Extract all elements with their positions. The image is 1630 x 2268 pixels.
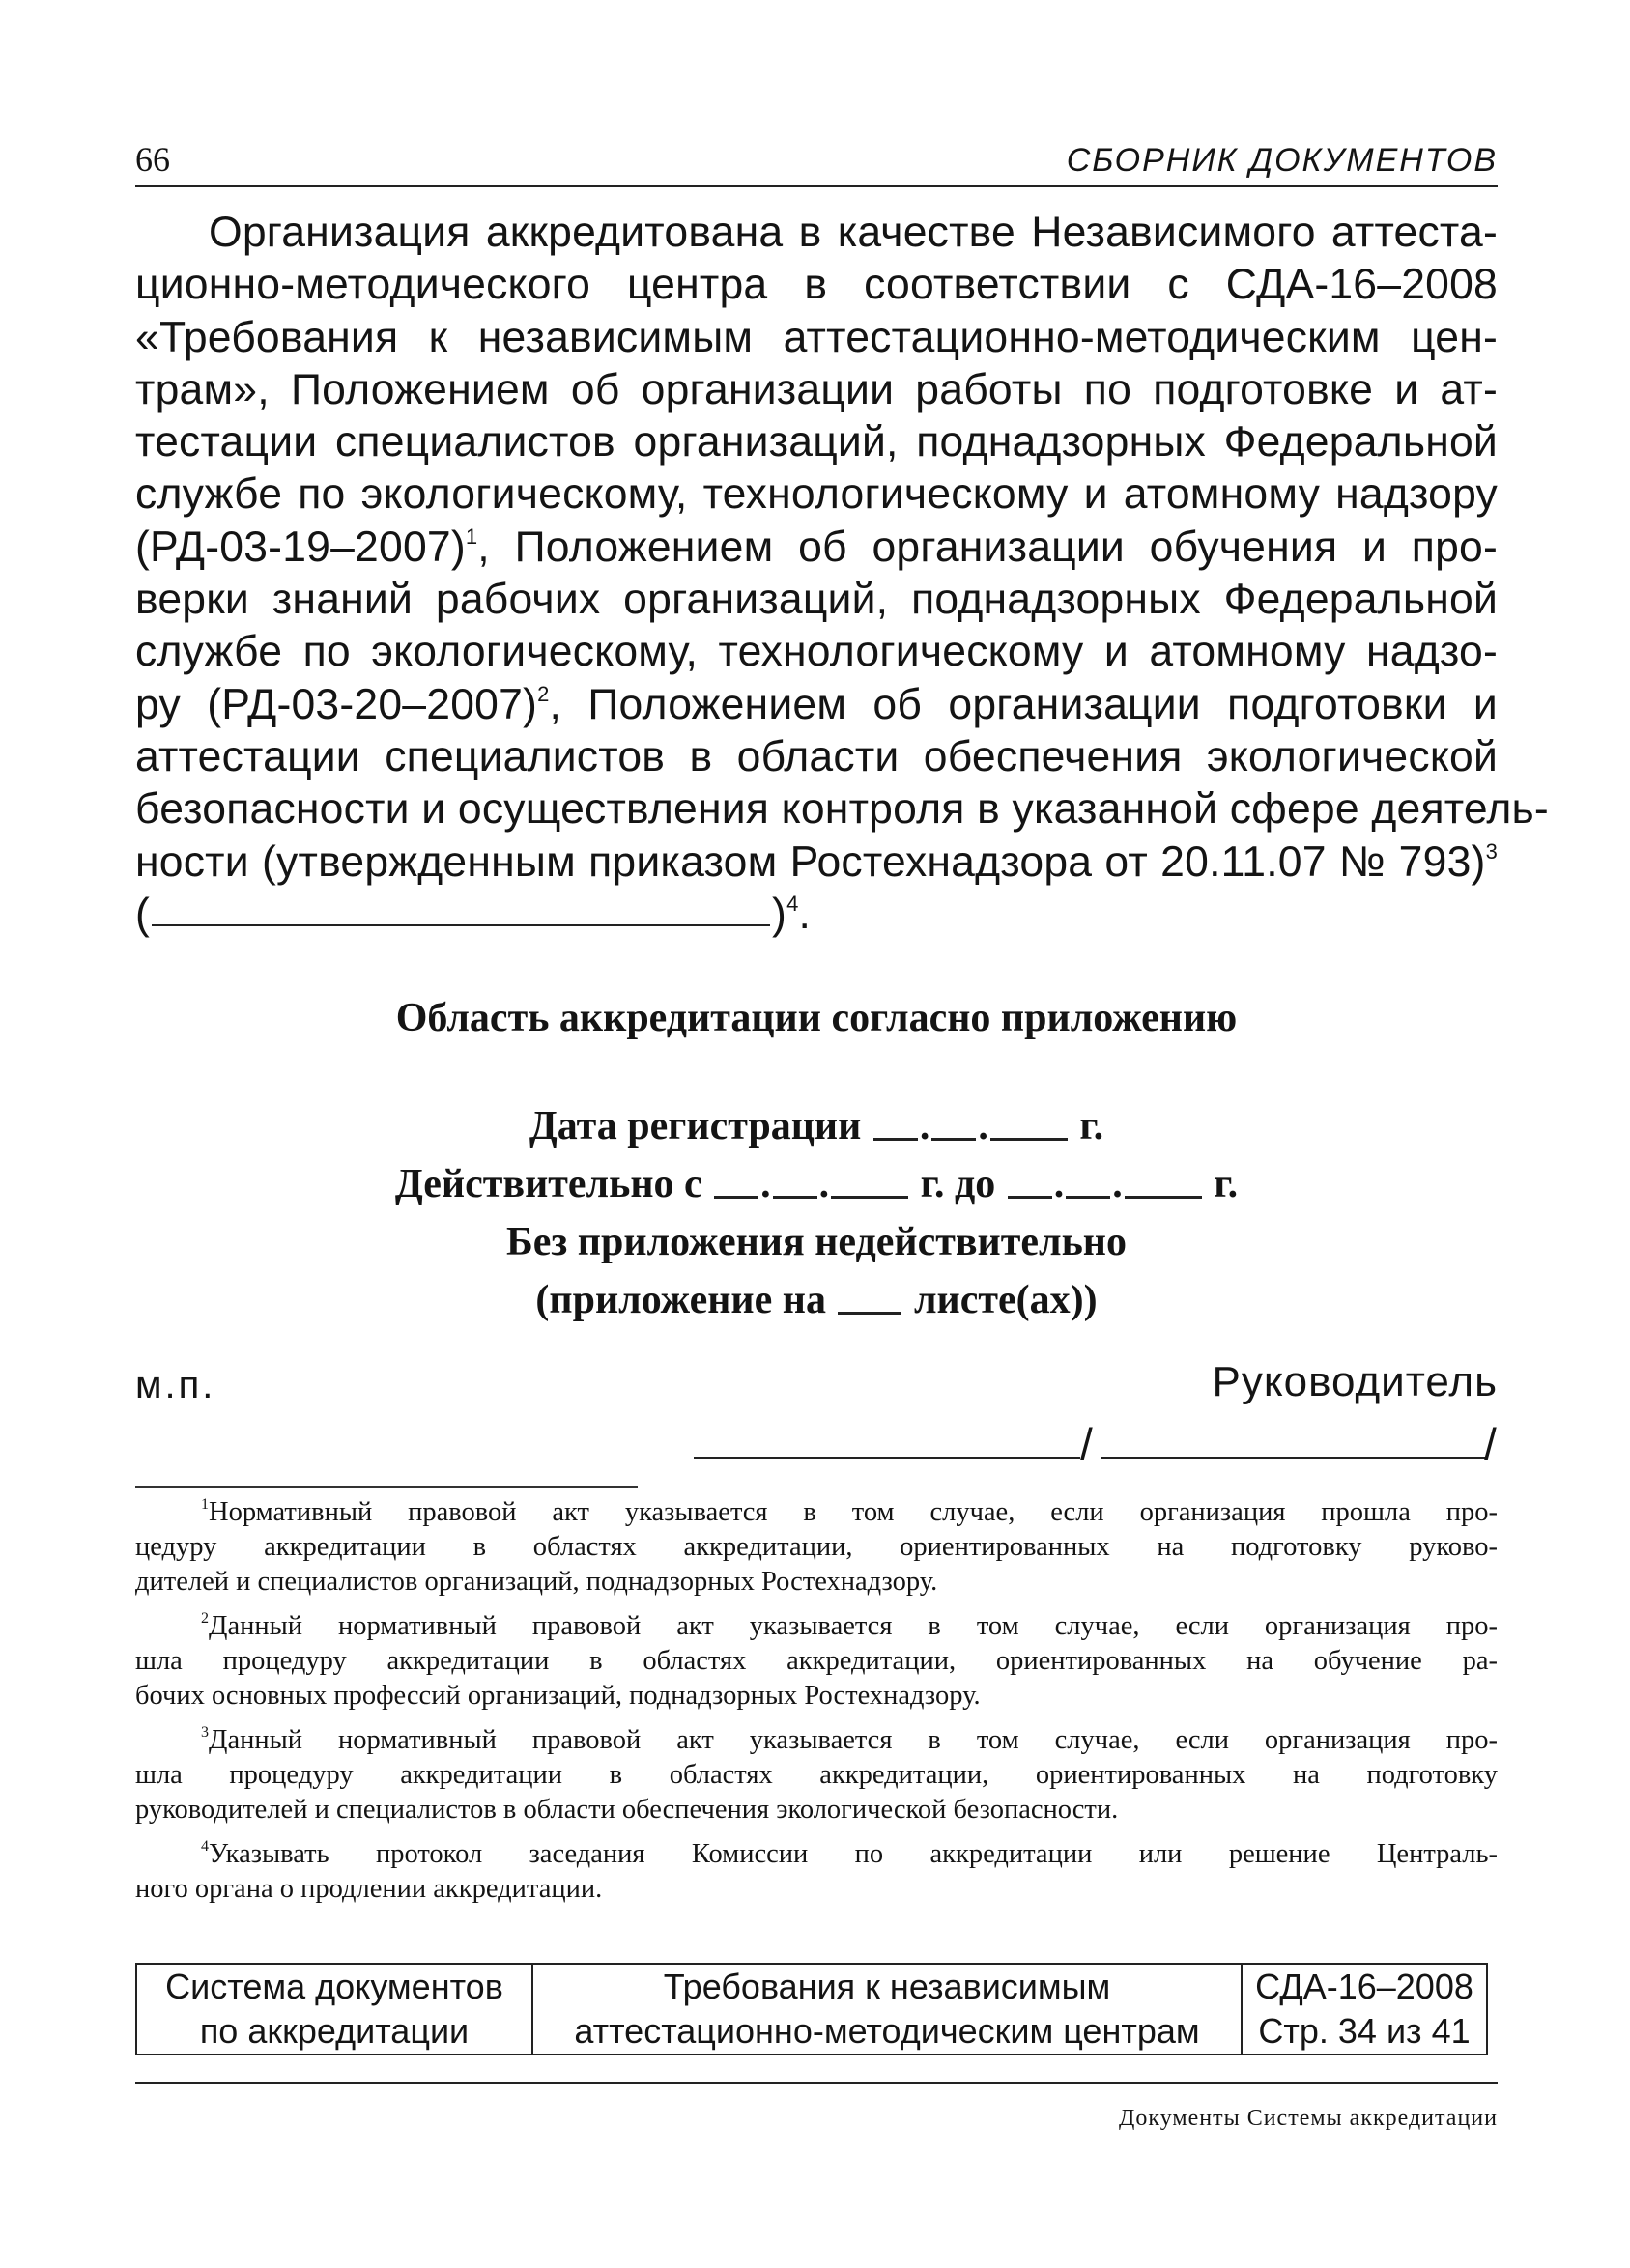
body-text-fragment: (РД-03-19–2007) xyxy=(135,523,466,571)
cell-line: Стр. 34 из 41 xyxy=(1258,2011,1471,2051)
footnote-3-line: шла процедуру аккредитации в областях аккредитации, ориентированных на подготовку xyxy=(135,1760,1498,1790)
footnote-text: Данный нормативный правовой акт указывается в том случае, если организация про- xyxy=(209,1725,1498,1755)
appendix-line xyxy=(135,1271,1498,1329)
footnote-4-line xyxy=(135,1837,1498,1872)
month-blank[interactable] xyxy=(931,1105,976,1141)
validity-suffix: г. xyxy=(1214,1162,1239,1206)
year-suffix: г. xyxy=(1079,1104,1104,1148)
footnote-ref-1: 1 xyxy=(465,524,478,549)
footnote-mark: 3 xyxy=(201,1724,209,1741)
validity-mid: г. до xyxy=(920,1162,996,1206)
body-line xyxy=(135,522,1498,574)
invalid-without-appendix: Без приложения недействительно xyxy=(506,1220,1127,1264)
blank-field-line xyxy=(135,889,1498,941)
cell-line: Система документов xyxy=(165,1967,503,2006)
cell-line: Требования к независимым xyxy=(663,1967,1111,2006)
stamp-label: м.п. xyxy=(135,1364,216,1406)
footnote-ref-3: 3 xyxy=(1485,838,1498,864)
from-year-blank[interactable] xyxy=(831,1163,908,1199)
footnote-text: Нормативный правовой акт указывается в том случае, если организация прошла про- xyxy=(209,1497,1498,1527)
body-text-fragment: ру (РД-03-20–2007) xyxy=(135,680,538,728)
body-line: безопасности и осуществления контроля в указанной сфере деятель- xyxy=(135,785,1549,834)
registration-date-line: Дата регистрации . . г. xyxy=(529,1104,1104,1148)
body-line: ционно-методического центра в соответствии с СДА-16–2008 xyxy=(135,261,1498,309)
accreditation-area-heading xyxy=(135,989,1498,1047)
footer-text: Документы Системы аккредитации xyxy=(1119,2106,1498,2131)
validity-line: Действительно с . . г. до . . г. xyxy=(394,1162,1239,1206)
day-blank[interactable] xyxy=(873,1105,918,1141)
footnote-text: Указывать протокол заседания Комиссии по аккредитации или решение Централь- xyxy=(209,1839,1498,1869)
to-month-blank[interactable] xyxy=(1066,1163,1110,1199)
footnote-mark: 4 xyxy=(201,1838,209,1855)
footnote-1-line: цедуру аккредитации в областях аккредитации, ориентированных на подготовку руково- xyxy=(135,1532,1498,1562)
body-line: трам», Положением об организации работы по подготовке и ат- xyxy=(135,365,1498,413)
table-cell-system xyxy=(136,1964,532,2055)
footnote-mark: 2 xyxy=(201,1610,209,1627)
period: . xyxy=(798,890,812,938)
footnote-ref-4: 4 xyxy=(786,891,799,916)
table-row xyxy=(136,1964,1487,2055)
footnote-2-line xyxy=(135,1609,1498,1644)
from-month-blank[interactable] xyxy=(773,1163,817,1199)
page-number: 66 xyxy=(135,140,170,179)
footnote-text: Данный нормативный правовой акт указывается в том случае, если организация про- xyxy=(209,1611,1498,1641)
body-line xyxy=(135,836,1498,889)
from-day-blank[interactable] xyxy=(714,1163,758,1199)
footnote-1-line xyxy=(135,1495,1498,1530)
running-head xyxy=(135,135,1498,187)
blank-field[interactable] xyxy=(152,924,770,926)
body-line xyxy=(135,679,1498,731)
document-id-table xyxy=(135,1963,1488,2055)
footnote-3-line: руководителей и специалистов в области обеспечения экологической безопасности. xyxy=(135,1795,1119,1825)
year-blank[interactable] xyxy=(990,1105,1068,1141)
footer-rule xyxy=(135,2082,1498,2084)
dates-block xyxy=(135,1097,1498,1271)
sheets-blank[interactable] xyxy=(838,1279,901,1315)
signature-line[interactable] xyxy=(694,1457,1080,1459)
registration-label: Дата регистрации xyxy=(529,1104,862,1148)
collection-title: СБОРНИК ДОКУМЕНТОВ xyxy=(1066,142,1498,179)
appendix-suffix: листе(ах)) xyxy=(913,1278,1098,1322)
table-cell-code xyxy=(1242,1964,1487,2055)
body-text-fragment: , Положением об организации обучения и про- xyxy=(477,523,1498,571)
body-line: аттестации специалистов в области обеспечения экологической xyxy=(135,732,1498,780)
name-line[interactable] xyxy=(1101,1457,1486,1459)
footnote-mark: 1 xyxy=(201,1496,209,1513)
cell-line: по аккредитации xyxy=(199,2011,470,2051)
appendix-prefix: (приложение на xyxy=(535,1278,826,1322)
table-cell-title xyxy=(532,1964,1242,2055)
validity-label: Действительно с xyxy=(394,1162,702,1206)
signature-end-divider: / xyxy=(1484,1419,1497,1469)
body-text-fragment: ности (утвержденным приказом Ростехнадзора от 20.11.07 № 793) xyxy=(135,837,1486,886)
signatory-title: Руководитель xyxy=(1212,1358,1498,1405)
accreditation-area-text: Область аккредитации согласно приложению xyxy=(395,996,1238,1040)
body-line: службе по экологическому, технологическому и атомному надзо- xyxy=(135,628,1498,676)
main-paragraph xyxy=(135,207,1549,941)
body-line: тестации специалистов организаций, поднадзорных Федеральной xyxy=(135,418,1498,467)
footnote-1-line: дителей и специалистов организаций, поднадзорных Ростехнадзору. xyxy=(135,1567,938,1597)
to-day-blank[interactable] xyxy=(1008,1163,1052,1199)
footnotes xyxy=(135,1495,1498,1907)
body-line: службе по экологическому, технологическому и атомному надзору xyxy=(135,470,1498,519)
footnote-3-line xyxy=(135,1723,1498,1758)
to-year-blank[interactable] xyxy=(1125,1163,1202,1199)
footnote-2-line: бочих основных профессий организаций, поднадзорных Ростехнадзору. xyxy=(135,1681,981,1711)
paren-close: ) xyxy=(772,890,787,938)
cell-line: аттестационно-методическим центрам xyxy=(574,2011,1200,2051)
footnote-ref-2: 2 xyxy=(537,681,550,706)
footnote-4-line: ного органа о продлении аккредитации. xyxy=(135,1874,603,1904)
footnote-2-line: шла процедуру аккредитации в областях аккредитации, ориентированных на обучение ра- xyxy=(135,1646,1498,1676)
cell-line: СДА-16–2008 xyxy=(1255,1967,1473,2006)
body-text-fragment: , Положением об организации подготовки и xyxy=(549,680,1498,728)
body-line: верки знаний рабочих организаций, поднадзорных Федеральной xyxy=(135,576,1498,624)
body-line: «Требования к независимым аттестационно-методическим цен- xyxy=(135,313,1498,361)
body-line: Организация аккредитована в качестве Независимого аттеста- xyxy=(209,209,1498,256)
signature-divider: / xyxy=(1080,1419,1093,1469)
paren-open: ( xyxy=(135,890,151,938)
footnote-rule xyxy=(135,1486,638,1488)
